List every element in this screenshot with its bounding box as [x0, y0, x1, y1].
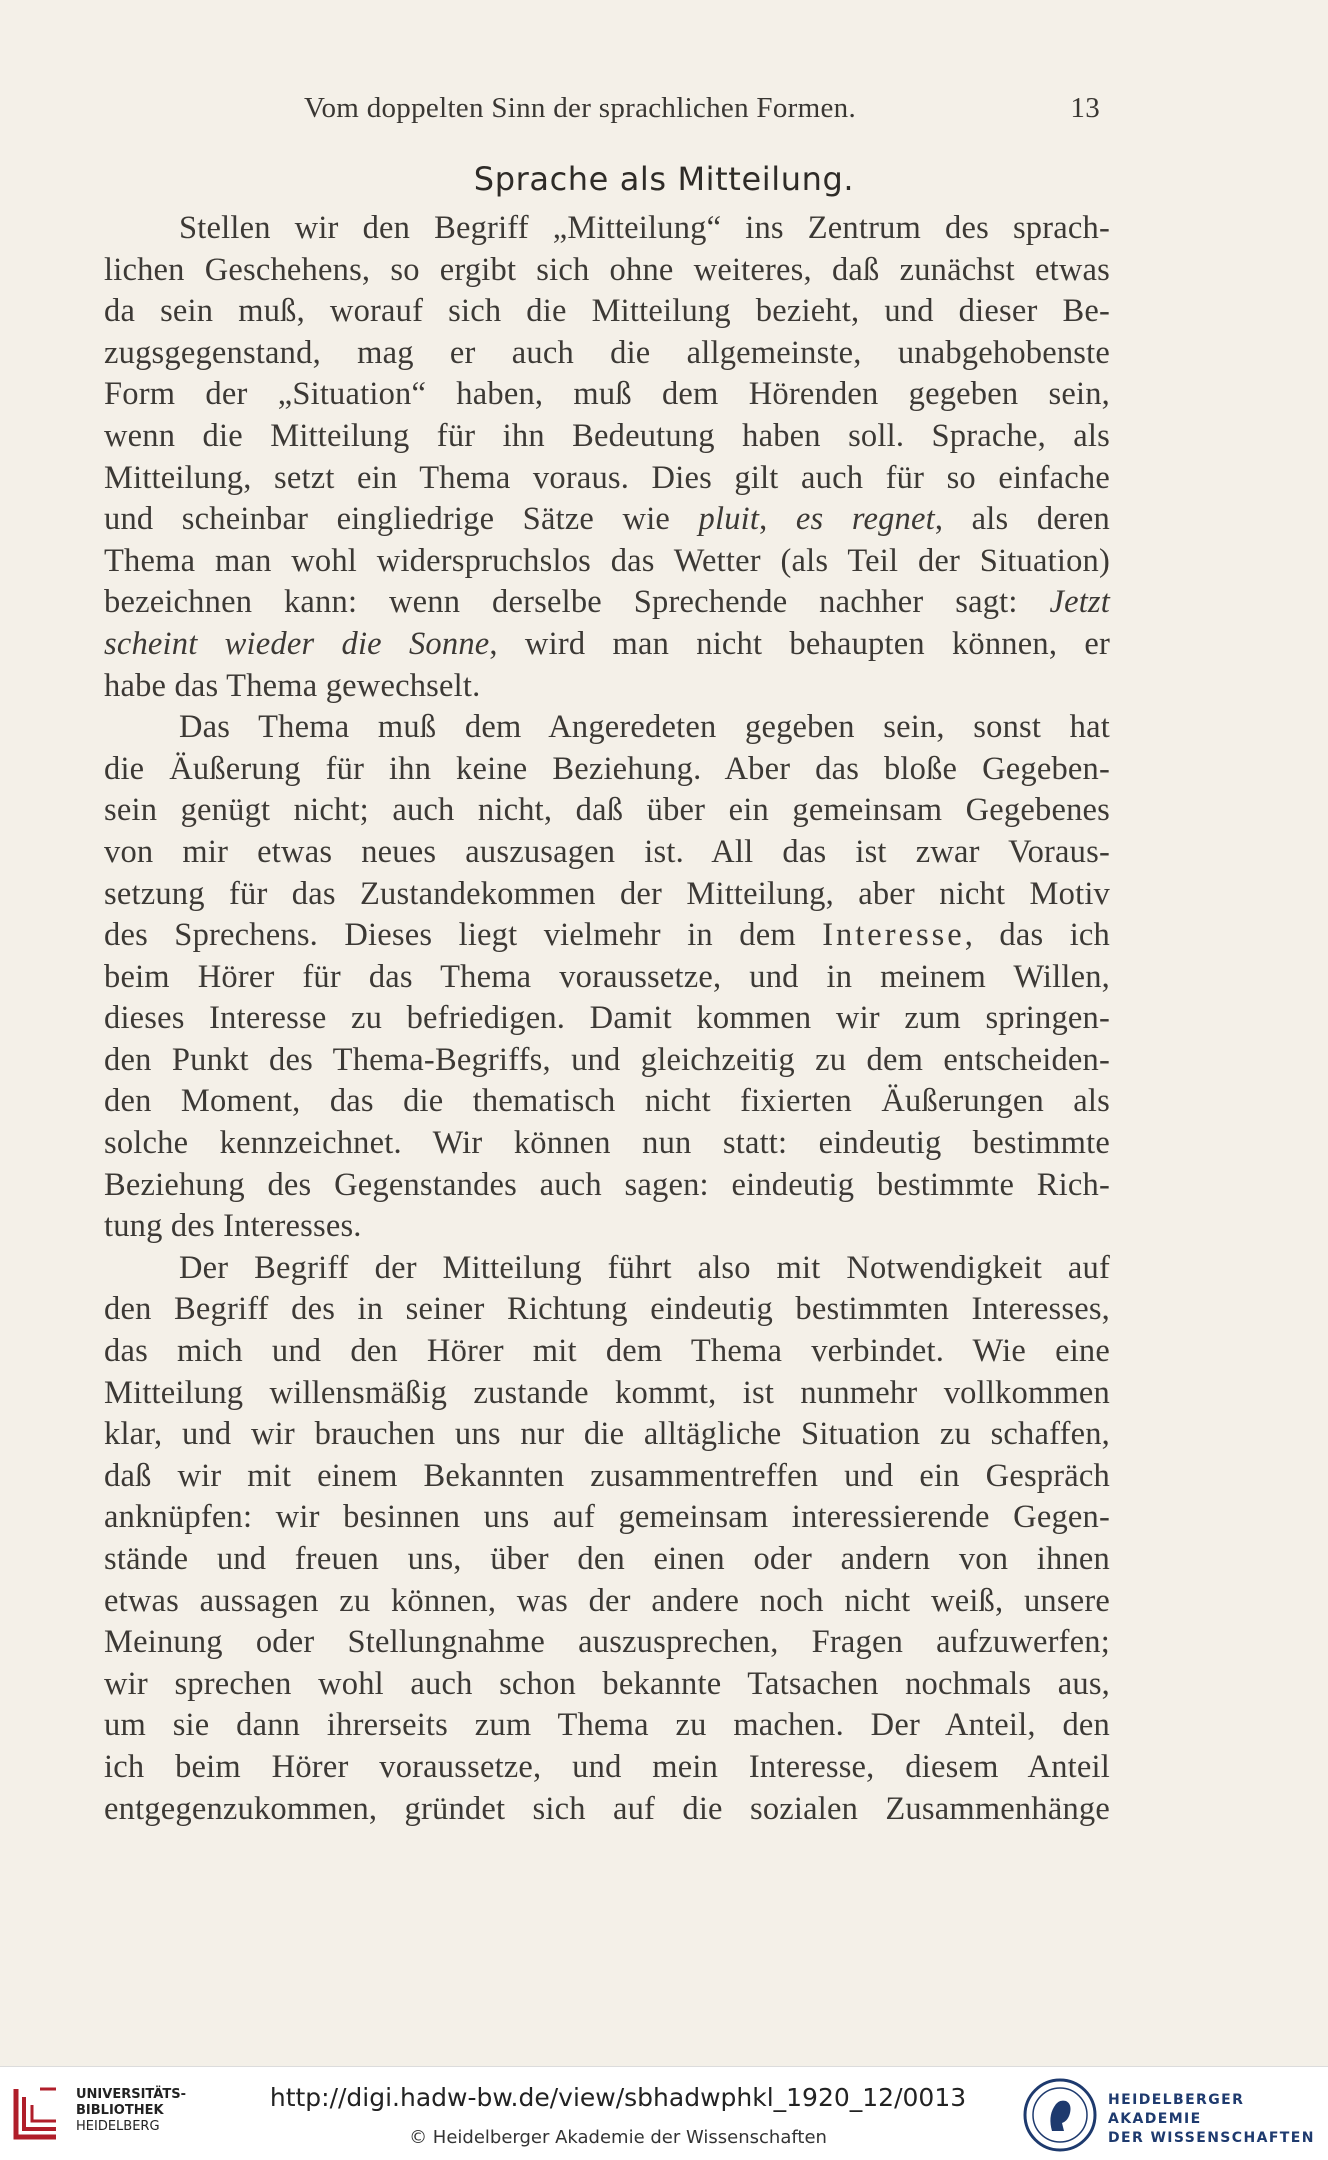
- text-line: den Begriff des in seiner Richtung eindeutig bestimmten Interesses,: [104, 1291, 1110, 1328]
- text-line: den Moment, das die thematisch nicht fixierten Äußerungen als: [104, 1083, 1110, 1120]
- viewer-footer: [0, 2066, 1328, 2160]
- page-number: 13: [1070, 92, 1100, 124]
- library-name-line2: BIBLIOTHEK: [76, 2103, 164, 2118]
- text-line: entgegenzukommen, gründet sich auf die sozialen Zusammenhänge: [104, 1790, 1110, 1827]
- permalink-url[interactable]: http://digi.hadw-bw.de/view/sbhadwphkl_1920_12/0013: [269, 2083, 967, 2112]
- text-line: Beziehung des Gegenstandes auch sagen: eindeutig bestimmte Rich-: [104, 1166, 1110, 1203]
- academy-seal-icon: [1022, 2077, 1098, 2153]
- text-line: um sie dann ihrerseits zum Thema zu machen. Der Anteil, den: [104, 1707, 1110, 1744]
- text-line: habe das Thema gewechselt.: [104, 667, 481, 704]
- text-line: des Sprechens. Dieses liegt vielmehr in dem Interesse, das ich: [104, 917, 1111, 954]
- text-line: dieses Interesse zu befriedigen. Damit kommen wir zum springen-: [104, 1000, 1110, 1037]
- text-line: Mitteilung willensmäßig zustande kommt, ist nunmehr vollkommen: [104, 1374, 1110, 1411]
- text-line: das mich und den Hörer mit dem Thema verbindet. Wie eine: [104, 1333, 1110, 1370]
- text-line: wenn die Mitteilung für ihn Bedeutung haben soll. Sprache, als: [104, 417, 1110, 454]
- text-line: wir sprechen wohl auch schon bekannte Tatsachen nochmals aus,: [104, 1665, 1110, 1702]
- text-line: und scheinbar eingliedrige Sätze wie pluit, es regnet, als deren: [104, 501, 1110, 538]
- text-line: solche kennzeichnet. Wir können nun statt: eindeutig bestimmte: [104, 1125, 1110, 1162]
- text-line: Der Begriff der Mitteilung führt also mit Notwendigkeit auf: [179, 1249, 1110, 1286]
- text-line: tung des Interesses.: [104, 1208, 362, 1245]
- text-line: ich beim Hörer voraussetze, und mein Interesse, diesem Anteil: [104, 1748, 1110, 1785]
- library-name-line3: HEIDELBERG: [76, 2119, 160, 2134]
- text-line: scheint wieder die Sonne, wird man nicht behaupten können, er: [104, 625, 1110, 662]
- academy-logo-text[interactable]: [1108, 2091, 1328, 2148]
- text-line: Stellen wir den Begriff „Mitteilung“ ins Zentrum des sprach-: [179, 210, 1110, 246]
- text-line: stände und freuen uns, über den einen oder andern von ihnen: [104, 1541, 1110, 1577]
- text-line: Form der „Situation“ haben, muß dem Hörenden gegeben sein,: [104, 376, 1110, 413]
- academy-name-line2: DER WISSENSCHAFTEN: [1108, 2130, 1315, 2146]
- section-heading: Sprache als Mitteilung.: [473, 160, 855, 198]
- library-emblem-icon: [10, 2085, 62, 2141]
- text-line: da sein muß, worauf sich die Mitteilung bezieht, und dieser Be-: [104, 293, 1110, 330]
- text-line: zugsgegenstand, mag er auch die allgemeinste, unabgehobenste: [104, 334, 1110, 371]
- text-line: klar, und wir brauchen uns nur die alltägliche Situation zu schaffen,: [104, 1416, 1110, 1453]
- text-line: daß wir mit einem Bekannten zusammentreffen und ein Gespräch: [104, 1457, 1110, 1494]
- academy-name-line1: HEIDELBERGER AKADEMIE: [1108, 2092, 1245, 2127]
- running-head: [104, 92, 1112, 132]
- copyright-notice: © Heidelberger Akademie der Wissenschaften: [409, 2127, 827, 2148]
- running-head-title: Vom doppelten Sinn der sprachlichen Formen.: [304, 92, 856, 124]
- text-line: die Äußerung für ihn keine Beziehung. Aber das bloße Gegeben-: [104, 750, 1110, 787]
- text-line: beim Hörer für das Thema voraussetze, und in meinem Willen,: [104, 958, 1110, 995]
- text-line: anknüpfen: wir besinnen uns auf gemeinsam interessierende Gegen-: [104, 1499, 1110, 1536]
- text-line: bezeichnen kann: wenn derselbe Sprechende nachher sagt: Jetzt: [104, 584, 1110, 621]
- text-line: Thema man wohl widerspruchslos das Wetter (als Teil der Situation): [104, 542, 1110, 579]
- body-text: [104, 208, 1110, 1830]
- text-line: Meinung oder Stellungnahme auszusprechen, Fragen aufzuwerfen;: [104, 1624, 1110, 1661]
- text-line: etwas aussagen zu können, was der andere noch nicht weiß, unsere: [104, 1582, 1110, 1619]
- library-name-line1: UNIVERSITÄTS-: [76, 2087, 186, 2102]
- text-line: setzung für das Zustandekommen der Mitteilung, aber nicht Motiv: [104, 875, 1110, 912]
- text-line: sein genügt nicht; auch nicht, daß über ein gemeinsam Gegebenes: [104, 792, 1110, 829]
- text-line: den Punkt des Thema-Begriffs, und gleichzeitig zu dem entscheiden-: [104, 1041, 1110, 1078]
- text-line: Das Thema muß dem Angeredeten gegeben sein, sonst hat: [179, 709, 1110, 746]
- university-library-logo[interactable]: [10, 2083, 186, 2143]
- text-line: lichen Geschehens, so ergibt sich ohne weiteres, daß zunächst etwas: [104, 251, 1110, 288]
- text-line: von mir etwas neues auszusagen ist. All das ist zwar Voraus-: [104, 833, 1110, 870]
- text-line: Mitteilung, setzt ein Thema voraus. Dies gilt auch für so einfache: [104, 459, 1110, 496]
